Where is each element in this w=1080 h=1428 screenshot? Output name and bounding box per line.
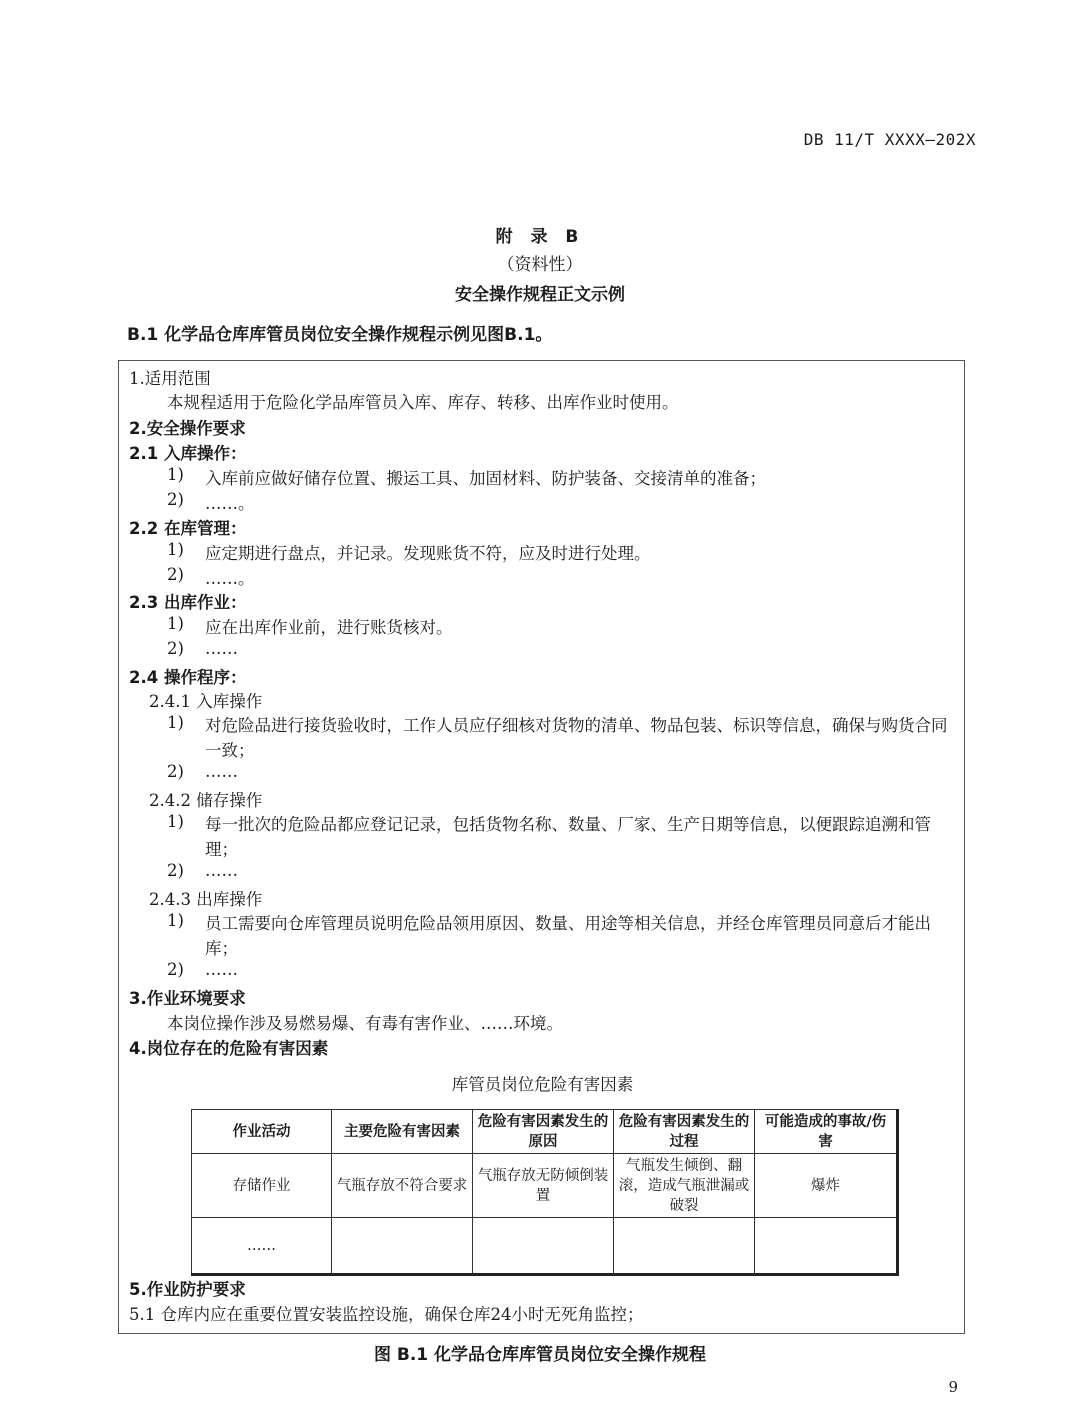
list-item — [167, 861, 238, 880]
table-row — [192, 1154, 898, 1218]
table-header-cell: 可能造成的事故/伤害 — [755, 1110, 898, 1154]
list-item-text: …… — [205, 960, 238, 979]
list-item — [167, 540, 651, 563]
list-item-text: 应在出库作业前，进行账货核对。 — [205, 618, 453, 637]
table-cell: 气瓶存放无防倾倒装置 — [473, 1154, 614, 1218]
list-item-number: 2) — [167, 490, 184, 509]
section-2-1-heading: 2.1 入库操作： — [129, 444, 247, 463]
standard-code: DB 11/T XXXX—202X — [803, 130, 976, 149]
list-item — [167, 565, 255, 588]
section-3-heading: 3.作业环境要求 — [129, 989, 246, 1008]
table-cell — [473, 1218, 614, 1275]
list-item-number: 1) — [167, 713, 184, 732]
section-2-4-heading: 2.4 操作程序： — [129, 668, 247, 687]
list-item-text: …… — [205, 762, 238, 781]
list-item-number: 1) — [167, 540, 184, 559]
table-cell — [755, 1218, 898, 1275]
page-number: 9 — [948, 1378, 958, 1396]
section-2-heading: 2.安全操作要求 — [129, 419, 246, 438]
table-cell: 气瓶发生倾倒、翻滚，造成气瓶泄漏或破裂 — [614, 1154, 755, 1218]
list-item-text: …… — [205, 639, 238, 658]
list-item — [167, 713, 948, 760]
table-header-row — [192, 1110, 898, 1154]
table-cell — [332, 1218, 473, 1275]
list-item — [167, 465, 766, 488]
appendix-subtitle: （资料性） — [497, 255, 583, 275]
list-item-text: 应定期进行盘点，并记录。发现账货不符，应及时进行处理。 — [205, 544, 651, 563]
list-item-number: 1) — [167, 614, 184, 633]
list-item — [167, 614, 453, 637]
table-caption: 库管员岗位危险有害因素 — [451, 1075, 634, 1094]
table-row — [192, 1218, 898, 1275]
list-item — [167, 812, 931, 859]
table-cell: 气瓶存放不符合要求 — [332, 1154, 473, 1218]
list-item-number: 2) — [167, 639, 184, 658]
list-item-text: 对危险品进行接货验收时，工作人员应仔细核对货物的清单、物品包装、标识等信息，确保与购货合同一致； — [205, 716, 948, 760]
hazard-table — [191, 1109, 899, 1276]
section-3-text: 本岗位操作涉及易燃易爆、有毒有害作业、……环境。 — [167, 1014, 563, 1033]
table-cell: 存储作业 — [192, 1154, 332, 1218]
list-item — [167, 762, 238, 781]
intro-clause: B.1 化学品仓库库管员岗位安全操作规程示例见图B.1。 — [127, 325, 553, 345]
section-1-heading: 1.适用范围 — [129, 369, 211, 388]
section-5-heading: 5.作业防护要求 — [129, 1280, 246, 1299]
list-item-text: 入库前应做好储存位置、搬运工具、加固材料、防护装备、交接清单的准备； — [205, 469, 766, 488]
list-item-number: 1) — [167, 465, 184, 484]
list-item-text: 员工需要向仓库管理员说明危险品领用原因、数量、用途等相关信息，并经仓库管理员同意后才能出库； — [205, 914, 931, 958]
list-item-number: 1) — [167, 911, 184, 930]
list-item-text: ……。 — [205, 494, 255, 513]
list-item-number: 2) — [167, 960, 184, 979]
list-item — [167, 911, 931, 958]
list-item-number: 2) — [167, 565, 184, 584]
list-item-number: 2) — [167, 762, 184, 781]
table-header-cell: 作业活动 — [192, 1110, 332, 1154]
appendix-name: 安全操作规程正文示例 — [455, 285, 625, 305]
table-cell: …… — [192, 1218, 332, 1275]
list-item-text: ……。 — [205, 569, 255, 588]
section-2-3-heading: 2.3 出库作业： — [129, 593, 247, 612]
section-2-4-3-heading: 2.4.3 出库操作 — [149, 890, 263, 909]
table-cell — [614, 1218, 755, 1275]
list-item — [167, 960, 238, 979]
figure-caption: 图 B.1 化学品仓库库管员岗位安全操作规程 — [373, 1345, 707, 1365]
section-5-1-text: 5.1 仓库内应在重要位置安装监控设施，确保仓库24小时无死角监控； — [129, 1305, 644, 1324]
list-item-text: …… — [205, 861, 238, 880]
list-item-number: 2) — [167, 861, 184, 880]
appendix-title: 附 录 B — [495, 227, 585, 247]
section-1-text: 本规程适用于危险化学品库管员入库、库存、转移、出库作业时使用。 — [167, 393, 679, 412]
section-4-heading: 4.岗位存在的危险有害因素 — [129, 1039, 329, 1058]
table-header-cell: 危险有害因素发生的原因 — [473, 1110, 614, 1154]
table-header-cell: 主要危险有害因素 — [332, 1110, 473, 1154]
list-item-text: 每一批次的危险品都应登记记录，包括货物名称、数量、厂家、生产日期等信息，以便跟踪追溯和管理； — [205, 815, 931, 859]
list-item-number: 1) — [167, 812, 184, 831]
table-cell: 爆炸 — [755, 1154, 898, 1218]
table-header-cell: 危险有害因素发生的过程 — [614, 1110, 755, 1154]
section-2-4-1-heading: 2.4.1 入库操作 — [149, 692, 263, 711]
list-item — [167, 639, 238, 658]
figure-frame — [118, 360, 965, 1334]
list-item — [167, 490, 255, 513]
section-2-2-heading: 2.2 在库管理： — [129, 519, 247, 538]
section-2-4-2-heading: 2.4.2 储存操作 — [149, 791, 263, 810]
